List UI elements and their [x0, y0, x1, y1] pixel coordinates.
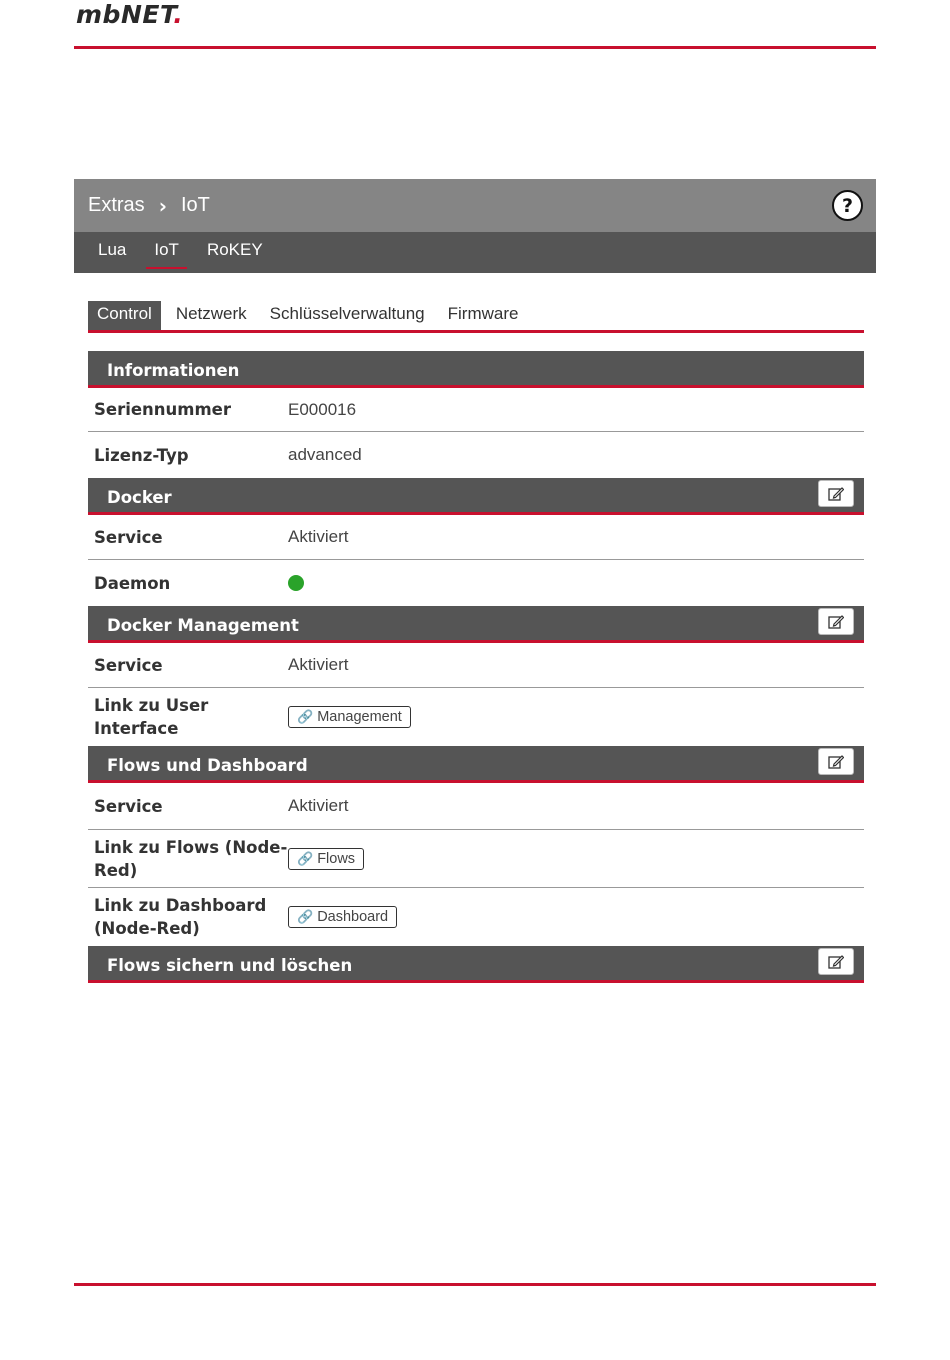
main-content [88, 293, 864, 983]
mbnet-logo [76, 0, 183, 29]
table-row [88, 830, 864, 888]
section-title: Docker [107, 487, 172, 507]
subnav-tab-lua[interactable]: Lua [98, 239, 127, 259]
subnav-tab-iot[interactable]: IoT [154, 240, 179, 266]
table-row [88, 643, 864, 688]
section-flows-backup [88, 946, 864, 983]
dashboard-link-button[interactable] [288, 906, 397, 928]
section-title: Docker Management [107, 615, 299, 635]
breadcrumb-extras[interactable]: Extras [88, 194, 145, 216]
row-value: advanced [288, 445, 362, 464]
tab-schluesselverwaltung[interactable]: Schlüsselverwaltung [269, 304, 425, 323]
tab-firmware[interactable]: Firmware [447, 304, 519, 323]
row-label: Service [94, 796, 163, 816]
row-label: Link zu Dashboard (Node-Red) [94, 896, 267, 938]
link-icon: 🔗 [297, 850, 314, 866]
link-icon: 🔗 [297, 909, 314, 924]
table-row [88, 888, 864, 946]
edit-icon [828, 755, 844, 769]
row-value: E000016 [288, 399, 357, 419]
app-panel [74, 179, 876, 273]
logo-text: mbNET [76, 0, 174, 29]
button-label: Flows [317, 850, 356, 867]
row-value: Aktiviert [288, 796, 349, 815]
edit-icon [828, 955, 844, 969]
row-label: Service [94, 655, 163, 675]
table-row [88, 560, 864, 606]
row-value: Aktiviert [288, 527, 349, 546]
row-label: Seriennummer [94, 400, 232, 419]
edit-button[interactable] [818, 948, 854, 975]
section-docker [88, 478, 864, 515]
edit-icon [828, 487, 844, 501]
edit-button[interactable] [818, 480, 854, 507]
edit-button[interactable] [818, 608, 854, 635]
chevron-right-icon: › [158, 193, 167, 218]
header-divider [74, 46, 876, 49]
row-label: Link zu User Interface [94, 696, 209, 738]
title-bar [74, 179, 876, 232]
section-title: Flows sichern und löschen [107, 955, 353, 975]
section-flows-dashboard [88, 746, 864, 783]
table-row [88, 515, 864, 560]
table-row [88, 783, 864, 830]
subnav-tab-rokey[interactable]: RoKEY [206, 239, 263, 259]
section-title: Informationen [107, 360, 240, 380]
section-docker-management [88, 606, 864, 643]
table-row [88, 432, 864, 478]
row-label: Daemon [94, 573, 171, 593]
content-tabs [88, 293, 864, 333]
section-title: Flows und Dashboard [107, 755, 308, 775]
management-link-button[interactable] [288, 706, 411, 728]
tab-control[interactable]: Control [88, 301, 161, 330]
link-icon: 🔗 [297, 709, 314, 724]
button-label: Dashboard [317, 909, 389, 925]
button-label: Management [317, 709, 402, 725]
row-label: Lizenz-Typ [94, 445, 189, 465]
logo-dot: . [173, 0, 184, 29]
edit-button[interactable] [818, 748, 854, 775]
table-row [88, 688, 864, 746]
row-label: Service [94, 527, 163, 547]
tab-netzwerk[interactable]: Netzwerk [175, 304, 247, 323]
row-label: Link zu Flows (Node-Red) [94, 837, 288, 880]
breadcrumb-iot: IoT [180, 194, 210, 216]
row-value: Aktiviert [288, 655, 349, 674]
section-informationen [88, 351, 864, 388]
table-row [88, 388, 864, 432]
flows-link-button[interactable] [288, 848, 364, 870]
help-icon[interactable]: ? [832, 190, 863, 221]
daemon-status-indicator [288, 575, 304, 591]
sub-navigation [74, 232, 876, 273]
footer-divider [74, 1283, 876, 1286]
edit-icon [828, 615, 844, 629]
